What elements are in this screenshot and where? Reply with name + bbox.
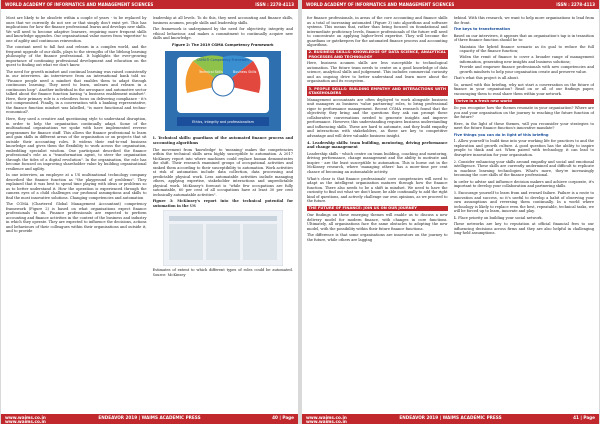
footer-site-2[interactable]: www.waims.co.in <box>306 419 347 424</box>
paragraph: The need for growth mindset and continual learning was raised consistently in our interviews. An interviewee from an international bank told us: "Finance people need a mindset that enables them to adapt through continuous learning. They need to learn, unlearn and relearn in a continuous loop". Another individual in the aerospace and automotive sector talked about the finance function having "a business enablement mindset". Here, their primary role is a relentless focus on delivering compliance - it's not compromised. Finally, in a conversation with a banking representative, the finance function mindset was labelled, "is more functional and techno-economical". <box>6 69 147 115</box>
page-number: 41 | Page <box>573 414 595 420</box>
page-footer <box>302 414 599 424</box>
list-item: 1. Allow yourself to build time into your working life for practices to and the exploration and growth culture. A good question has the ability to inspire people to think and act. When paired with technology, it can lead to disruptive innovation for your organisation. <box>453 139 594 157</box>
page-left <box>1 0 298 424</box>
section-heading: 4. Leadership skills: team building, mentoring, driving performance and change management <box>307 140 448 150</box>
page-header <box>302 0 599 9</box>
figure-2-title: Figure 2: The 2019 CGMA Competency Framework <box>172 42 274 47</box>
framework-center-label: CGMA® Competency Framework <box>196 58 250 63</box>
column-2 <box>153 16 294 411</box>
journal-name: WORLD ACADEMY OF INFORMATICS AND MANAGEMENT SCIENCES <box>306 2 455 7</box>
column-1 <box>307 16 448 411</box>
list-item: These networks are key to reputation at official financial fees to our influencing decisions across firms and they are also helpful in challenging long-held assumptions. <box>453 222 594 236</box>
paragraph: Management accountants are often deployed to work alongside business unit managers as business 'value partnering' roles, to bring professional rigor to performance management. Recent CGMA research found that the objectivity they bring and the questions they ask can prompt these collaborative conversations needed to generate insights and improve performance. However, this understanding requires business understanding and influencing skills. These are hard to automate, and they build empathy and interactions with stakeholders, as these are key to competitive advantage and will drive valuable business insight. <box>307 97 448 138</box>
section-heading: 2. BUSINESS SKILLS: KNOWLEDGE OF DATA SCIENCE, ANALYTICAL PROCESSES AND TECHNOLOGY <box>308 50 446 59</box>
footer-series: ENDEAVOR 2019 | WAIMS ACADEMIC PRESS <box>98 414 201 420</box>
paragraph: Do you recognise how the themes resonate in your organisation? Where are you and your organisation on the journey to reaching the future function of the future? <box>453 106 594 120</box>
label-technical: Technical Skills <box>198 70 223 75</box>
footer-site-2[interactable]: www.waims.co.in <box>5 419 46 424</box>
paragraph: In one interview, an employee at a US multinational technology company described the finance function as "the playground of problems". They explained that it was best to spend time playing with ideas or problems so as to better understand it. How the operation is experienced through the camera eyes of a child challenges our profound assumptions and skills to find the most innovative solutions. Changing competencies and automation <box>6 173 147 200</box>
footer-series: ENDEAVOR 2019 | WAIMS ACADEMIC PRESS <box>399 414 502 420</box>
paragraph: What's clear is that finance professionals' core competencies will need to adapt as the intelligent organisation matures through how the finance function. There also needs to be a shift in mindset. We need to have the curiosity to find out what we don't know, be able continually to add the right kind of questions, and actively challenge our own opinions, as we proceed to the future. <box>307 176 448 203</box>
paragraph: Our findings on these emerging themes will enable us to discuss a new delivery model for modern finance, with changes in core functions. Ultimately, all organisations face the same obstacles to adopting the new model, with the possibility within their future finance functions. <box>307 213 448 231</box>
mckinsey-figure <box>163 210 283 266</box>
subheading: Five things you can do in light of this briefing <box>453 132 549 137</box>
subheading: The keys to transformation <box>453 27 511 32</box>
section-heading: Thrive in a fresh new world <box>454 99 595 104</box>
list-item: • Provide and empower finance professionals with new competencies and growth mindsets to help your organisation create and preserve value. <box>460 65 595 74</box>
label-leadership: Leadership Skills <box>188 98 216 103</box>
ethics-label: Ethics, integrity and professionalism <box>191 120 254 125</box>
competency-framework-diagram <box>163 49 283 133</box>
article-columns <box>307 16 594 411</box>
paragraph: The framework is underpinned by the need for objectivity, integrity and ethical behaviour, and makes a commitment to continually acquire new skills and knowledge. <box>152 27 293 41</box>
paragraph: Here, in the light of these themes, will you reconsider your strategies to meet the future finance function's innovative mandate? <box>453 121 594 131</box>
paragraph: Most are likely to be obsolete within a couple of years - to be replaced by ones that we currently do not see or that simply don't exist yet. This has implications for how the finance professional learns and develops new skills. We will need to become adaptive learners, requiring more frequent skills and knowledge upgrades. Our organisational value moves from 'expertise' to one of agility and continuous reinvention. <box>6 16 147 43</box>
issn: ISSN : 2278-4113 <box>255 2 294 7</box>
figure-bar <box>169 216 277 221</box>
paragraph: leadership at all levels. To do this, they need accounting and finance skills, business acumen, people skills and leadership skills. <box>152 16 293 25</box>
column-2 <box>454 16 595 411</box>
paragraph: Here, business acumen skills are less susceptible to technological automation. The future team needs to centre on a good knowledge of data science, analytical skills and judgement. This includes commercial curiosity and an ongoing drive to better understand and learn more about the organisation and its ecosystem. <box>307 61 448 84</box>
label-people: People Skills <box>238 98 259 103</box>
paragraph: Here, they used a creative and questioning style to understand disruption, in order to help the organisation continually adapt. Some of the multinational organisations we spoke with have implemented reverse programmes for finance staff. This allows the finance professional to learn and gain skills in different areas of the organisation or on projects that sit outside their accounting roles. It widens their end-to-end business knowledge and gives them the flexibility to work across the organisation, embedding specialist wisdom. One participant described the finance professional's role as a "transformation agent, to steer the organisation through the tides of a digital revolution". In the organisation, the role has become focused on improving shareholder value by building organisational resilience and agility. <box>6 117 147 171</box>
list-item: • Widen the remit of finance to cover a broader range of management information, generating new insights and business solutions; <box>460 55 595 64</box>
page-header <box>1 0 298 9</box>
list-item: 4. Place priority on building your social network. <box>453 215 543 220</box>
list-item: • Maintain the hybrid finance scenario as its goal to reduce the full capacity of the finance function; <box>460 45 595 54</box>
label-business: Business Skills <box>232 70 257 75</box>
keys-list <box>460 45 595 74</box>
paragraph: That's what this project is all about. <box>453 76 520 81</box>
figure-caption: Estimates of extent to which different types of roles could be automated. Source: McKinsey <box>152 268 293 277</box>
figure-panel <box>206 224 240 260</box>
page-number: 40 | Page <box>272 414 294 420</box>
page-right <box>302 0 599 424</box>
paragraph: behind. With this research, we want to help more organisations to lead from the front. <box>453 16 594 25</box>
list-item: 2. Consider enhancing your skills around empathy and social and emotional intelligence. These skills are currently undermined and difficult to replicate in machine learning technologies. What's more, they're increasingly becoming the core skills of the finance professional. <box>453 159 594 178</box>
paragraph: The movement from 'knowledge' to 'meaning' makes the competencies within the technical skills area highly susceptible to automation. A 2017 McKinsey report into where machines could replace human demonstrates the shift. Their research examined groups of occupational activities and ranked them according to their susceptibility to automation. Work activities at risk of automation include data collection, data processing and predictable physical work. Less automatable activities include managing others, applying expertise, stakeholder interactions and unpredictable physical work. McKinsey's forecast is "while few occupations are fully automatable, 60 per cent of all occupations have at least 30 per cent technically automatable activities". <box>152 147 293 197</box>
paragraph: The CGMA (Chartered Global Management Accountant) competency framework (Figure 2) is based on what organisations expect finance professionals to do. Finance professionals are expected to perform accounting and finance activities in the context of the business and industry in which they operate. They are expected to influence the decisions, actions and behaviours of their colleagues within their organisations and outside it, and to provide <box>6 202 147 234</box>
figure-3-title: Figure 3: McKinsey's report into the technical potential for automation in the US <box>152 199 293 208</box>
paragraph: The difference is that some organisations are innovators on the journey to the future, while others are lagging <box>307 233 448 242</box>
section-heading: 1. Technical skills: guardians of the automated finance process and accounting algorithms <box>152 136 293 145</box>
article-columns <box>6 16 293 411</box>
figure-panel <box>169 224 203 260</box>
page-footer <box>1 414 298 424</box>
journal-name: WORLD ACADEMY OF INFORMATICS AND MANAGEMENT SCIENCES <box>5 2 154 7</box>
figure-panel <box>243 224 277 260</box>
paragraph: So, armed with this briefing, why not start a conversation on the future of finance in your organisation? Read on or all of our findings paper, encouraging them to read share them within your network. <box>453 82 594 96</box>
framework-center <box>212 74 234 96</box>
column-1 <box>6 16 147 411</box>
footer-site[interactable]: www.waims.co.in <box>5 414 46 420</box>
section-heading: 3. PEOPLE SKILLS: BUILDING EMPATHY AND INTERACTIONS WITH STAKEHOLDERS <box>308 86 446 96</box>
footer-site[interactable]: www.waims.co.in <box>306 414 347 420</box>
paragraph: Leadership skills - which centre on team building, coaching and mentoring, driving performance, change management and the ability to motivate and inspire - are the least susceptible to automation. This is borne out in the McKinsey research, where 'managing others' has a more-time per cent chance of becoming an automatable activity. <box>307 151 448 174</box>
list-item: In order to advise and influence decision makers and achieve corporate, it's important to develop your collaboration and partnering skills. <box>453 179 594 189</box>
paragraph: Based on our interviews, it appears that an organisation's tap is in transition of three finance function should be to: <box>453 33 594 43</box>
list-item: 3. Encourage yourself to learn from and reward failure. Failure is a route to innovation and success, so it's useful to develop a habit of observing your own assumptions and reversing them continually. In a world where technology is likely to replace even the best, repeatable, technical tasks, we will be forced up to learn, innovate and play. <box>453 191 594 214</box>
paragraph: for finance professionals, in areas of the core accounting and finance skills as a total of increasing automated (Figure 3) into algorithms and software systems. This means that, rather than being focused on foundational and intermediate proficiency levels, finance professionals of the future will need to concentrate on applying higher-level expertise. They will become the guardians or gatekeepers for the automated finance process and accounting algorithms. <box>307 16 448 47</box>
issn: ISSN : 2278-4113 <box>556 2 595 7</box>
paragraph: The constant need to fall fast and relearn in a complex world, and the frequent upgrade of our skills, plays to the strengths of the lifelong learning philosophy of the finance professional. It highlights the ever-growing importance of continuing professional development and education on the quest to finding out what we don't know. <box>6 45 147 68</box>
section-heading: THE FUTURE OF FINANCE: JOIN US ON OUR JOURNEY <box>307 206 448 211</box>
